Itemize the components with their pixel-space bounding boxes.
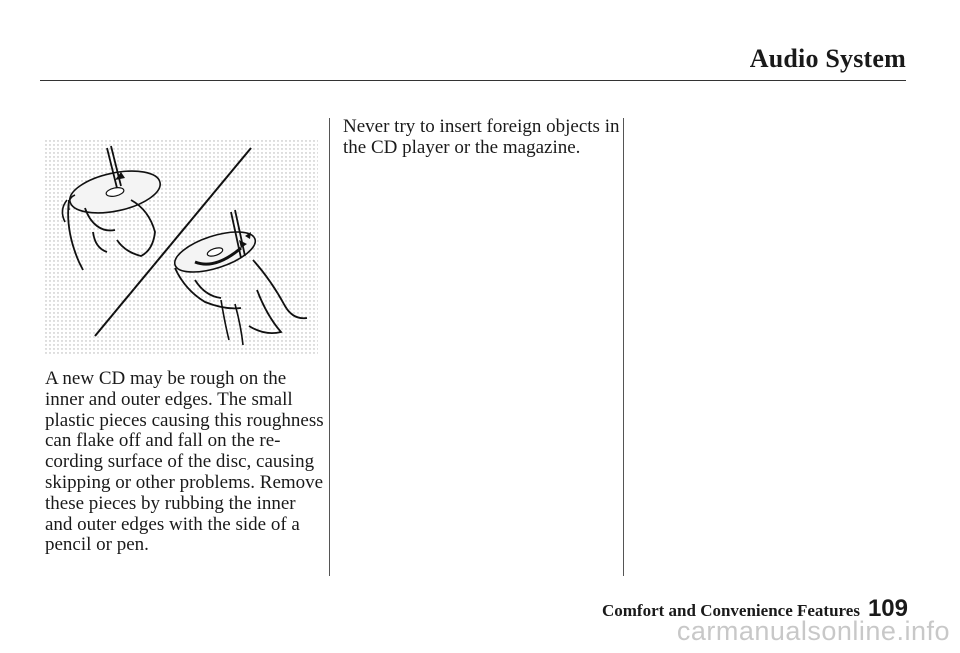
paragraph-line: the CD player or the magazine.: [343, 136, 581, 158]
paragraph-line: and outer edges with the side of a: [45, 513, 300, 535]
foreign-objects-paragraph: [343, 117, 619, 159]
paragraph-line: plastic pieces causing this roughness: [45, 409, 324, 431]
page-number: 109: [867, 595, 908, 622]
column-divider-right: [623, 118, 624, 576]
paragraph-line: A new CD may be rough on the: [45, 368, 287, 389]
title-rule: [40, 80, 906, 81]
paragraph-line: Never try to insert foreign objects in: [343, 116, 620, 137]
cd-roughness-paragraph: [45, 369, 324, 556]
watermark: carmanualsonline.info: [676, 616, 950, 646]
cd-cleaning-illustration: [45, 140, 318, 355]
paragraph-line: skipping or other problems. Remove: [45, 471, 324, 493]
paragraph-line: pencil or pen.: [45, 534, 149, 556]
paragraph-line: these pieces by rubbing the inner: [45, 492, 296, 514]
paragraph-line: inner and outer edges. The small: [45, 388, 293, 410]
paragraph-line: cording surface of the disc, causing: [45, 451, 315, 473]
column-divider-left: [329, 118, 330, 576]
page-title: Audio System: [749, 44, 906, 73]
paragraph-line: can flake off and fall on the re-: [45, 430, 281, 452]
footer-section-title: Comfort and Convenience Features: [601, 601, 860, 620]
